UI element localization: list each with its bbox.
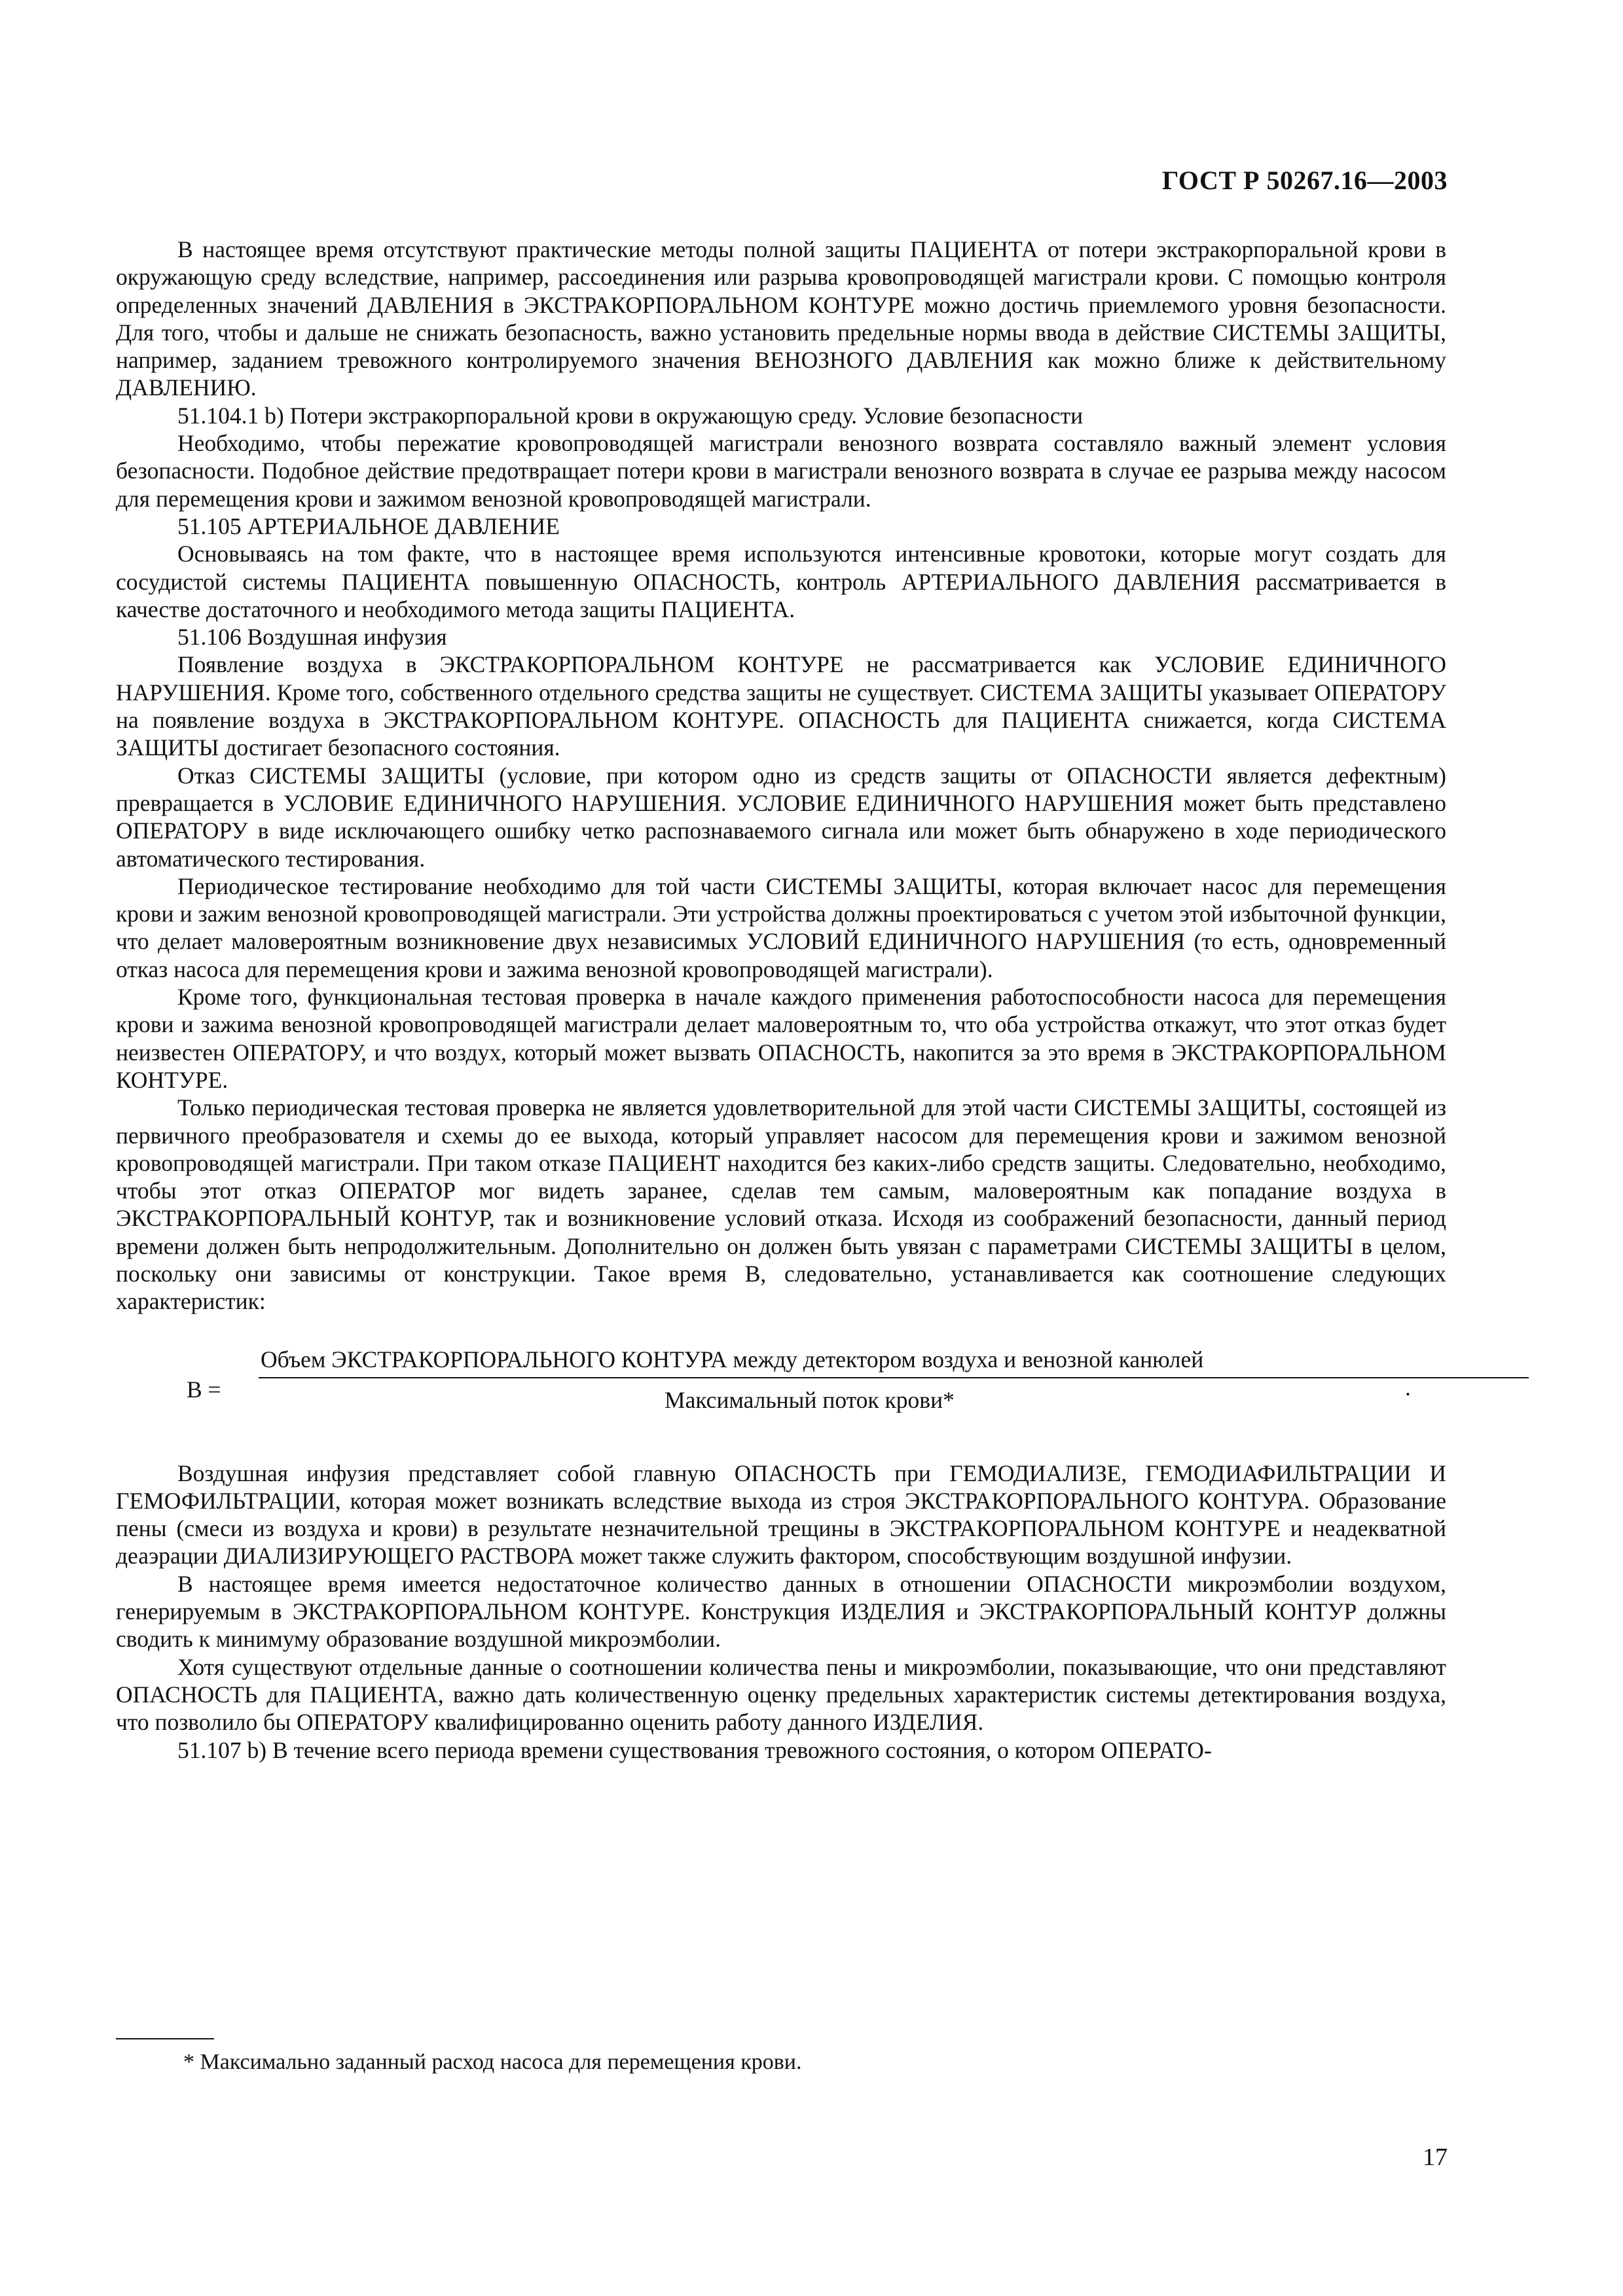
formula-lhs: B = [187, 1376, 221, 1403]
page-number: 17 [1423, 2144, 1448, 2171]
paragraph: Основываясь на том факте, что в настоящее время используются интенсивные кровотоки, которые могут создать для сосудистой системы ПАЦИЕНТА повышенную ОПАСНОСТЬ, контроль АРТЕРИАЛЬНОГО ДАВЛЕНИЯ рассматривается в качестве достаточного и необходимого метода защиты ПАЦИЕНТА. [116, 541, 1446, 622]
formula-numerator: Объем ЭКСТРАКОРПОРАЛЬНОГО КОНТУРА между детектором воздуха и венозной канюлей [261, 1346, 1204, 1372]
formula-denominator: Максимальный поток крови* [665, 1386, 955, 1413]
document-body [116, 236, 1446, 1764]
document-header: ГОСТ Р 50267.16—2003 [1161, 166, 1448, 195]
formula-terminator: . [1405, 1374, 1411, 1401]
footnote-divider [116, 2038, 214, 2039]
paragraph: Воздушная инфузия представляет собой главную ОПАСНОСТЬ при ГЕМОДИАЛИЗЕ, ГЕМОДИАФИЛЬТРАЦИИ И ГЕМОФИЛЬТРАЦИИ, которая может возникать вследствие выхода из строя ЭКСТРАКОРПОРАЛЬНОГО КОНТУРА. Образование пены (смеси из воздуха и крови) в результате незначительной трещины в ЭКСТРАКОРПОРАЛЬНОМ КОНТУРЕ и неадекватной деаэрации ДИАЛИЗИРУЮЩЕГО РАСТВОРА может также служить фактором, способствующим воздушной инфузии. [116, 1460, 1446, 1570]
formula [116, 1331, 1446, 1446]
footnote: * Максимально заданный расход насоса для перемещения крови. [183, 2050, 802, 2074]
paragraph: Появление воздуха в ЭКСТРАКОРПОРАЛЬНОМ КОНТУРЕ не рассматривается как УСЛОВИЕ ЕДИНИЧНОГО НАРУШЕНИЯ. Кроме того, собственного отдельного средства защиты не существует. СИСТЕМА ЗАЩИТЫ указывает ОПЕРАТОРУ на появление воздуха в ЭКСТРАКОРПОРАЛЬНОМ КОНТУРЕ. ОПАСНОСТЬ для ПАЦИЕНТА снижается, когда СИСТЕМА ЗАЩИТЫ достигает безопасного состояния. [116, 651, 1446, 761]
paragraph: Периодическое тестирование необходимо для той части СИСТЕМЫ ЗАЩИТЫ, которая включает насос для перемещения крови и зажим венозной кровопроводящей магистрали. Эти устройства должны проектироваться с учетом этой избыточной функции, что делает маловероятным возникновение двух независимых УСЛОВИЙ ЕДИНИЧНОГО НАРУШЕНИЯ (то есть, одновременный отказ насоса для перемещения крови и зажима венозной кровопроводящей магистрали). [116, 872, 1446, 982]
paragraph: Кроме того, функциональная тестовая проверка в начале каждого применения работоспособности насоса для перемещения крови и зажима венозной кровопроводящей магистрали делает маловероятным то, что оба устройства откажут, что этот отказ будет неизвестен ОПЕРАТОРУ, и что воздух, который может вызвать ОПАСНОСТЬ, накопится за это время в ЭКСТРАКОРПОРАЛЬНОМ КОНТУРЕ. [116, 984, 1446, 1093]
section-heading: 51.105 АРТЕРИАЛЬНОЕ ДАВЛЕНИЕ [177, 512, 560, 539]
paragraph: В настоящее время отсутствуют практические методы полной защиты ПАЦИЕНТА от потери экстракорпоральной крови в окружающую среду вследствие, например, рассоединения или разрыва кровопроводящей магистрали крови. С помощью контроля определенных значений ДАВЛЕНИЯ в ЭКСТРАКОРПОРАЛЬНОМ КОНТУРЕ можно достичь приемлемого уровня безопасности. Для того, чтобы и дальше не снижать безопасность, важно установить предельные нормы ввода в действие СИСТЕМЫ ЗАЩИТЫ, например, заданием тревожного контролируемого значения ВЕНОЗНОГО ДАВЛЕНИЯ как можно ближе к действительному ДАВЛЕНИЮ. [116, 236, 1446, 401]
fraction-line [259, 1377, 1529, 1378]
section-heading: 51.106 Воздушная инфузия [177, 624, 447, 651]
paragraph: Хотя существуют отдельные данные о соотношении количества пены и микроэмболии, показывающие, что они представляют ОПАСНОСТЬ для ПАЦИЕНТА, важно дать количественную оценку предельных характеристик системы детектирования воздуха, что позволило бы ОПЕРАТОРУ квалифицированно оценить работу данного ИЗДЕЛИЯ. [116, 1653, 1446, 1736]
paragraph: В настоящее время имеется недостаточное количество данных в отношении ОПАСНОСТИ микроэмболии воздухом, генерируемым в ЭКСТРАКОРПОРАЛЬНОМ КОНТУРЕ. Конструкция ИЗДЕЛИЯ и ЭКСТРАКОРПОРАЛЬНЫЙ КОНТУР должны сводить к минимуму образование воздушной микроэмболии. [116, 1570, 1446, 1653]
paragraph: Отказ СИСТЕМЫ ЗАЩИТЫ (условие, при котором одно из средств защиты от ОПАСНОСТИ является дефектным) превращается в УСЛОВИЕ ЕДИНИЧНОГО НАРУШЕНИЯ. УСЛОВИЕ ЕДИНИЧНОГО НАРУШЕНИЯ может быть представлено ОПЕРАТОРУ в виде исключающего ошибку четко распознаваемого сигнала или может быть обнаружено в ходе периодического автоматического тестирования. [116, 762, 1446, 872]
section-heading: 51.104.1 b) Потери экстракорпоральной крови в окружающую среду. Условие безопасности [177, 402, 1084, 429]
paragraph: Необходимо, чтобы пережатие кровопроводящей магистрали венозного возврата составляло важный элемент условия безопасности. Подобное действие предотвращает потери крови в магистрали венозного возврата в случае ее разрыва между насосом для перемещения крови и зажимом венозной кровопроводящей магистрали. [116, 430, 1446, 512]
paragraph: Только периодическая тестовая проверка не является удовлетворительной для этой части СИСТЕМЫ ЗАЩИТЫ, состоящей из первичного преобразователя и схемы до ее выхода, который управляет насосом для перемещения крови и зажимом венозной кровопроводящей магистрали. При таком отказе ПАЦИЕНТ находится без каких-либо средств защиты. Следовательно, необходимо, чтобы этот отказ ОПЕРАТОР мог видеть заранее, сделав тем самым, маловероятным как попадание воздуха в ЭКСТРАКОРПОРАЛЬНЫЙ КОНТУР, так и возникновение условий отказа. Исходя из соображений безопасности, данный период времени должен быть непродолжительным. Дополнительно он должен быть увязан с параметрами СИСТЕМЫ ЗАЩИТЫ в целом, поскольку они зависимы от конструкции. Такое время В, следовательно, устанавливается как соотношение следующих характеристик: [116, 1094, 1446, 1315]
section-heading: 51.107 b) В течение всего периода времени существования тревожного состояния, о котором ОПЕРАТО- [177, 1736, 1212, 1763]
